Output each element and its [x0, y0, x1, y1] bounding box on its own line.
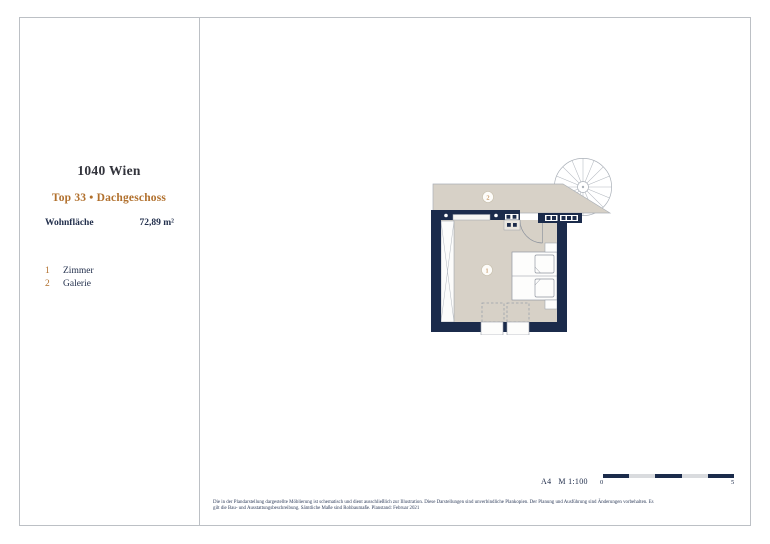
disclaimer-line-2: gilt die Bau- und Ausstattungsbeschreibung. Sämtliche Maße sind Rohbaumaße. Planstand: Februar 2021 [213, 506, 420, 512]
room-badge-number: 1 [485, 267, 489, 275]
nightstand-bottom [545, 300, 557, 309]
scale-bar [603, 474, 734, 478]
scale-bar-segment [629, 474, 655, 478]
scale-bar-end: 5 [731, 479, 735, 486]
nightstand-top [545, 243, 557, 252]
unit-title: Top 33 • Dachgeschoss [51, 192, 167, 204]
scale-bar-start: 0 [600, 479, 604, 486]
area-value: 72,89 m² [139, 218, 174, 228]
floor-plan [425, 150, 625, 335]
room-badge-number: 2 [486, 194, 490, 202]
disclaimer-line-1: Die in der Plandarstellung dargestellte Möblierung ist schematisch und dient ausschließlich zur Illustration. Diese Darstellungen sind unverbindliche Plankopien. Der Planung und Ausführung sind Änderungen vorbehalten. Es [213, 500, 654, 505]
room-badge-1 [482, 265, 493, 276]
wall-post [494, 214, 498, 218]
sheet-scale-note [541, 477, 588, 486]
legend-number: 1 [45, 266, 50, 276]
room-badge-2 [483, 192, 494, 203]
drawing-scale: M 1:100 [558, 477, 588, 486]
gallery-railing [453, 215, 490, 221]
city-title: 1040 Wien [77, 163, 141, 178]
paper-format: A4 [541, 477, 552, 486]
legend-item-galerie [45, 278, 94, 291]
living-area-row [45, 218, 174, 228]
disclaimer-text [213, 500, 654, 513]
legend-label: Zimmer [63, 266, 94, 276]
legend-label: Galerie [63, 278, 91, 289]
info-panel [19, 17, 200, 526]
legend-number: 2 [45, 278, 50, 289]
room-legend [45, 265, 94, 290]
wall-post [444, 214, 448, 218]
wardrobe [441, 221, 454, 322]
scale-bar-segment [655, 474, 681, 478]
scale-bar-segment [708, 474, 734, 478]
scale-bar-segment [682, 474, 708, 478]
area-label: Wohnfläche [45, 218, 94, 228]
scale-bar-segment [603, 474, 629, 478]
bed [512, 252, 557, 300]
legend-item-zimmer [45, 265, 94, 278]
